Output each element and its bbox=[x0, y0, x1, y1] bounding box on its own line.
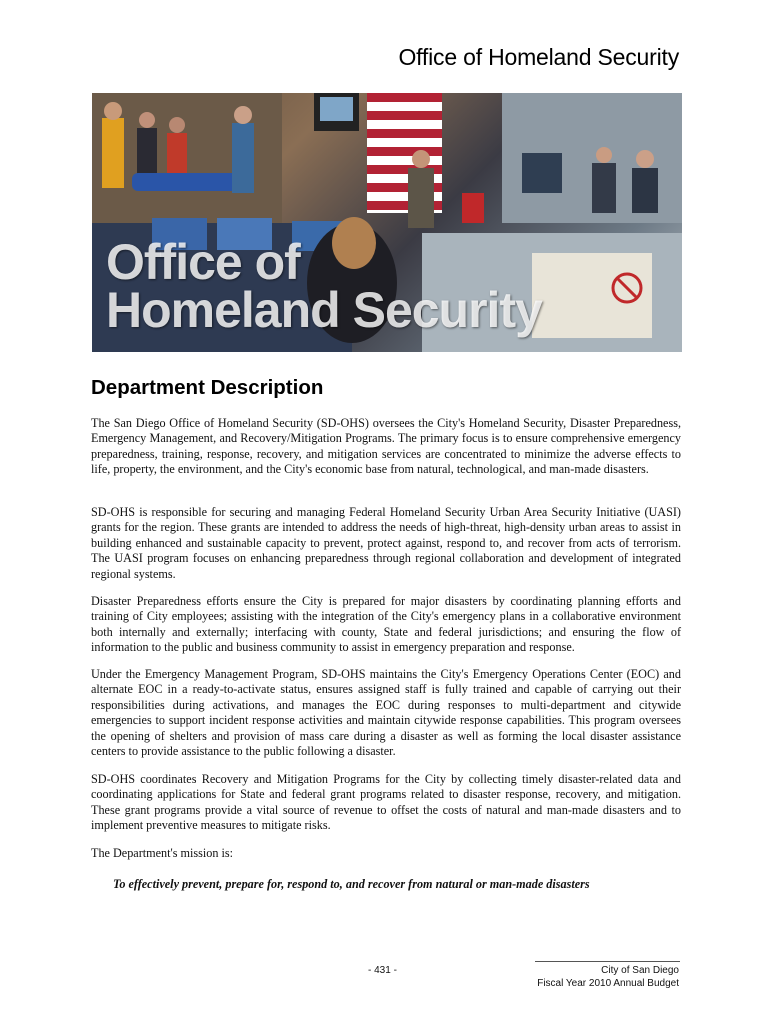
paragraph-text: SD-OHS is responsible for securing and managing Federal Homeland Security Urban Area Security Initiative (UASI) grants for the region. These grants are intended to address the needs of high-threat, high-density urban areas to assist in building enhanced and sustainable capacity to prevent, protect against, respond to, and recover from acts of terrorism. The UASI program focuses on enhancing preparedness through regional collaboration and development of integrated regional systems. bbox=[91, 505, 681, 581]
page-number: - 431 - bbox=[368, 965, 397, 976]
paragraph-text: Disaster Preparedness efforts ensure the City is prepared for major disasters by coordinating planning efforts and training of City employees; assisting with the integration of the City's emergency plans in a collaborative environment both internally and externally; interfacing with county, State and federal jurisdictions; and ensuring the flow of information to the public and business community to assist in emergency preparation and response. bbox=[91, 594, 681, 655]
description-paragraph bbox=[91, 772, 681, 834]
banner-overlay-line2: Homeland Security bbox=[106, 282, 542, 338]
responder-figure bbox=[102, 118, 124, 188]
paragraph-text: Under the Emergency Management Program, SD-OHS maintains the City's Emergency Operations Center (EOC) and alternate EOC in a ready-to-activate status, ensures assigned staff is fully trained and capable of carrying out their responsibilities during activations, and manages the EOC during responses to multi-department and citywide emergencies to support incident response activities and maintain citywide response capabilities. This program oversees the opening of shelters and provision of mass care during a disaster as well as forming the local disaster assistance centers to provide assistance to the public following a disaster. bbox=[91, 667, 681, 759]
exit-sign bbox=[462, 193, 484, 223]
footer-info bbox=[537, 964, 679, 990]
paragraph-text: SD-OHS coordinates Recovery and Mitigation Programs for the City by collecting timely disaster-related data and coordinating applications for State and federal grant programs related to disaster response, recovery, and mitigation. These grant programs provide a vital source of revenue to offset the costs of natural and man-made disasters and to implement preventive measures to mitigate risks. bbox=[91, 772, 681, 833]
stretcher-figure bbox=[132, 173, 242, 191]
description-paragraph bbox=[91, 667, 681, 759]
mission-statement: To effectively prevent, prepare for, respond to, and recover from natural or man-made disasters bbox=[113, 877, 590, 891]
description-paragraph bbox=[91, 594, 681, 656]
description-paragraph bbox=[91, 505, 681, 582]
banner-overlay-line1: Office of bbox=[106, 234, 300, 290]
paragraph-text: The San Diego Office of Homeland Security (SD-OHS) oversees the City's Homeland Security, Disaster Preparedness, Emergency Management, and Recovery/Mitigation Programs. The primary focus is to ensure comprehensive emergency preparedness, training, response, recovery, and mitigation services are concentrated to minimize the adverse effects to life, property, the environment, and the City's economic base from natural, technological, and man-made disasters. bbox=[91, 416, 681, 477]
footer-budget: Fiscal Year 2010 Annual Budget bbox=[537, 978, 679, 989]
description-paragraph bbox=[91, 416, 681, 478]
page-title: Office of Homeland Security bbox=[398, 44, 679, 70]
description-paragraph bbox=[91, 846, 681, 861]
footer-org: City of San Diego bbox=[601, 965, 679, 976]
section-heading: Department Description bbox=[91, 376, 324, 399]
paragraph-text: The Department's mission is: bbox=[91, 846, 233, 860]
footer-divider bbox=[535, 961, 680, 962]
banner-photo bbox=[92, 93, 682, 352]
